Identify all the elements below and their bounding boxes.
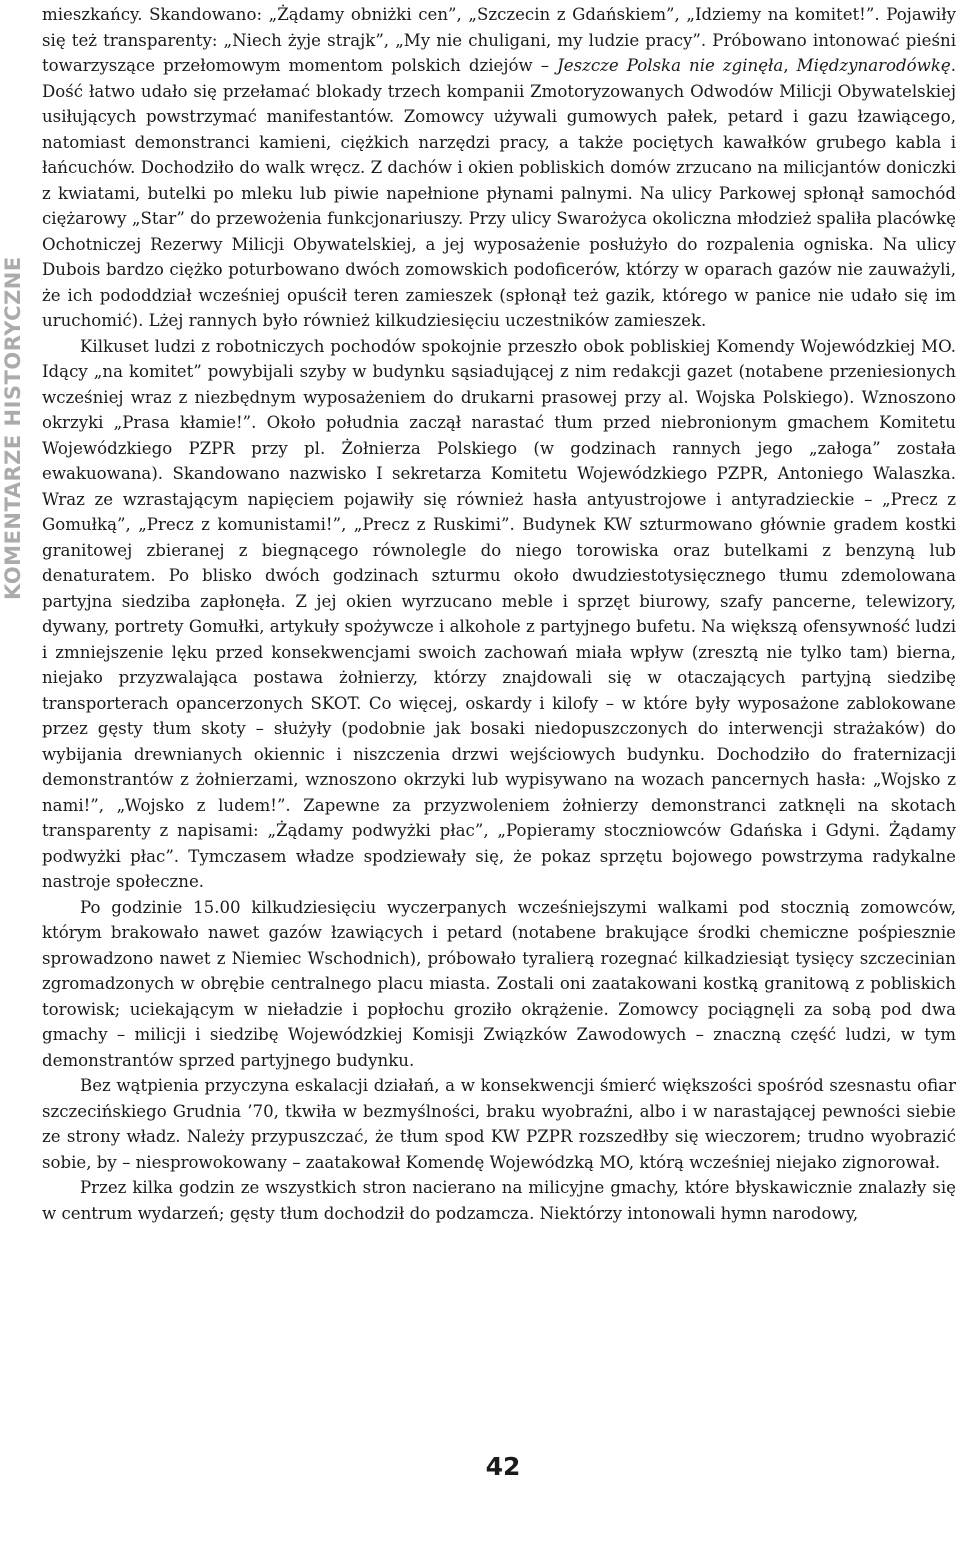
italic-title: Jeszcze Polska nie zginęła: [557, 56, 784, 75]
paragraph-text: ,: [783, 56, 797, 75]
section-label: KOMENTARZE HISTORYCZNE: [1, 256, 25, 600]
paragraph: [42, 895, 956, 1074]
paragraph-text: Po godzinie 15.00 kilkudziesięciu wyczerpanych wcześniejszymi walkami pod stocznią zomowców, którym brakowało nawet gazów łzawiących i petard (notabene brakujące środki chemiczne pośpiesznie sprowadzono nawet z Niemiec Wschodnich), próbowało tyralierą rozegnać kilkadziesiąt tysięcy szczecinian zgromadzonych w obrębie centralnego placu miasta. Zostali oni zaatakowani kostką granitową z pobliskich torowisk; uciekającym w nieładzie i popłochu groziło okrążenie. Zomowcy pociągnęli za sobą pod dwa gmachy – milicji i siedzibę Wojewódzkiej Komisji Związków Zawodowych – znaczną część ludzi, w tym demonstrantów sprzed partyjnego budynku.: [42, 897, 956, 1070]
italic-title: Międzynarodówkę: [796, 56, 951, 75]
paragraph-text: Bez wątpienia przyczyna eskalacji działań, a w konsekwencji śmierć większości spośród szesnastu ofiar szczecińskiego Grudnia ’70, tkwiła w bezmyślności, braku wyobraźni, albo i w narastającej pewności siebie ze strony władz. Należy przypuszczać, że tłum spod KW PZPR rozszedłby się wieczorem; trudno wyobrazić sobie, by – niesprowokowany – zaatakował Komendę Wojewódzką MO, którą wcześniej niejako zignorował.: [42, 1076, 956, 1172]
section-side-tab: [0, 0, 24, 610]
paragraph-text: Przez kilka godzin ze wszystkich stron nacierano na milicyjne gmachy, które błyskawicznie znalazły się w centrum wydarzeń; gęsty tłum dochodził do podzamcza. Niektórzy intonowali hymn narodowy,: [42, 1178, 956, 1223]
paragraph: [42, 1073, 956, 1175]
page-footer: [0, 1452, 960, 1481]
paragraph-text: mieszkańcy. Skandowano: „Żądamy obniżki cen”, „Szczecin z Gdańskiem”, „Idziemy na komitet!”. Pojawiły się też transparenty: „Niech żyje strajk”, „My nie chuligani, my ludzie pracy”. Próbowano intonować pieśni towarzyszące przełomowym momentom polskich dziejów –: [42, 5, 956, 75]
paragraph: [42, 2, 956, 334]
article-body: [42, 2, 956, 1226]
paragraph-text: . Dość łatwo udało się przełamać blokady trzech kompanii Zmotoryzowanych Odwodów Milicji Obywatelskiej usiłujących powstrzymać manifestantów. Zomowcy używali gumowych pałek, petard i gazu łzawiącego, natomiast demonstranci kamieni, ciężkich narzędzi pracy, a także pociętych kawałków grubego kabla i łańcuchów. Dochodziło do walk wręcz. Z dachów i okien pobliskich domów zrzucano na milicjantów doniczki z kwiatami, butelki po mleku lub piwie napełnione płynami palnymi. Na ulicy Parkowej spłonął samochód ciężarowy „Star” do przewożenia funkcjonariuszy. Przy ulicy Swarożyca okoliczna młodzież spaliła placówkę Ochotniczej Rezerwy Milicji Obywatelskiej, a jej wyposażenie posłużyło do rozpalenia ogniska. Na ulicy Dubois bardzo ciężko poturbowano dwóch zomowskich podoficerów, którzy w oparach gazów nie zauważyli, że ich pododdział wcześniej opuścił teren zamieszek (spłonął też gazik, którego w panice nie udało się im uruchomić). Lżej rannych było również kilkudziesięciu uczestników zamieszek.: [42, 56, 956, 330]
paragraph-text: Kilkuset ludzi z robotniczych pochodów spokojnie przeszło obok pobliskiej Komendy Wojewódzkiej MO. Idący „na komitet” powybijali szyby w budynku sąsiadującej z nim redakcji gazet (notabene przeniesionych wcześniej wraz z niezbędnym wyposażeniem do drukarni prasowej przy al. Wojska Polskiego). Wznoszono okrzyki „Prasa kłamie!”. Około południa zaczął narastać tłum przed niebronionym gmachem Komitetu Wojewódzkiego PZPR przy pl. Żołnierza Polskiego (w godzinach rannych jego „załoga” została ewakuowana). Skandowano nazwisko I sekretarza Komitetu Wojewódzkiego PZPR, Antoniego Walaszka. Wraz ze wzrastającym napięciem pojawiły się również hasła antyustrojowe i antyradzieckie – „Precz z Gomułką”, „Precz z komunistami!”, „Precz z Ruskimi”. Budynek KW szturmowano głównie gradem kostki granitowej zbieranej z biegnącego równolegle do niego torowiska oraz butelkami z benzyną lub denaturatem. Po blisko dwóch godzinach szturmu około dwudziestotysięcznego tłumu zdemolowana partyjna siedziba zapłonęła. Z jej okien wyrzucano meble i sprzęt biurowy, szafy pancerne, telewizory, dywany, portrety Gomułki, artykuły spożywcze i alkohole z partyjnego bufetu. Na większą ofensywność ludzi i zmniejszenie lęku przed konsekwencjami swoich zachowań miała wpływ (zresztą nie tylko tam) bierna, niejako przyzwalająca postawa żołnierzy, którzy znajdowali się w otaczających partyjną siedzibę transporterach opancerzonych SKOT. Co więcej, oskardy i kilofy – w które były wyposażone zablokowane przez gęsty tłum skoty – służyły (podobnie jak bosaki niedopuszczonych do interwencji strażaków) do wybijania drewnianych okiennic i niszczenia drzwi wejściowych budynku. Dochodziło do fraternizacji demonstrantów z żołnierzami, wznoszono okrzyki lub wypisywano na wozach pancernych hasła: „Wojsko z nami!”, „Wojsko z ludem!”. Zapewne za przyzwoleniem żołnierzy demonstranci zatknęli na skotach transparenty z napisami: „Żądamy podwyżki płac”, „Popieramy stoczniowców Gdańska i Gdyni. Żądamy podwyżki płac”. Tymczasem władze spodziewały się, że pokaz sprzętu bojowego powstrzyma radykalne nastroje społeczne.: [42, 336, 956, 891]
paragraph: [42, 1175, 956, 1226]
paragraph: [42, 334, 956, 895]
page-number: 42: [485, 1452, 521, 1481]
